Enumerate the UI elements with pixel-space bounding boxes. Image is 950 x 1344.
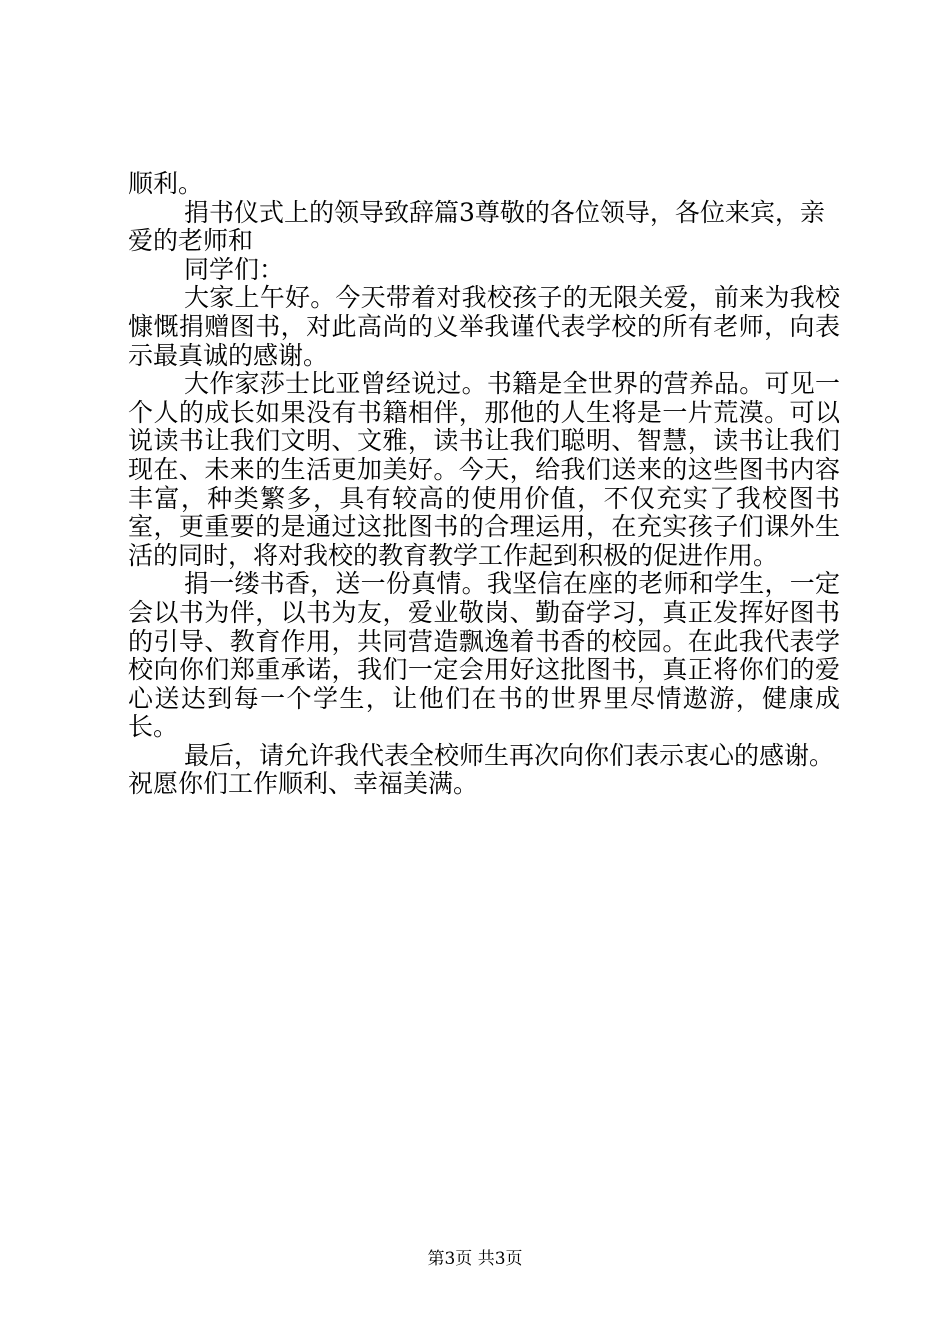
paragraph-continuation: 顺利。	[128, 169, 204, 198]
page-footer: 第3页 共3页	[427, 1249, 523, 1269]
paragraph-shakespeare: 大作家莎士比亚曾经说过。书籍是全世界的营养品。可见一个人的成长如果没有书籍相伴，那他的人生将是一片荒漠。可以说读书让我们文明、文雅，读书让我们聪明、智慧，读书让我们现在、未来的生活更加美好。今天，给我们送来的这些图书内容丰富，种类繁多，具有较高的使用价值，不仅充实了我校图书室，更重要的是通过这批图书的合理运用，在充实孩子们课外生活的同时，将对我校的教育教学工作起到积极的促进作用。	[128, 369, 840, 570]
paragraph-salutation: 同学们：	[184, 254, 285, 284]
paragraph-title-line: 捐书仪式上的领导致辞篇3尊敬的各位领导，各位来宾，亲爱的老师和	[128, 197, 825, 256]
paragraph-pledge: 捐一缕书香，送一份真情。我坚信在座的老师和学生，一定会以书为伴，以书为友，爱业敬岗、勤奋学习，真正发挥好图书的引导、教育作用，共同营造飘逸着书香的校园。在此我代表学校向你们郑重承诺，我们一定会用好这批图书，真正将你们的爱心送达到每一个学生，让他们在书的世界里尽情遨游，健康成长。	[128, 569, 840, 742]
paragraph-greeting: 大家上午好。今天带着对我校孩子的无限关爱，前来为我校慷慨捐赠图书，对此高尚的义举我谨代表学校的所有老师，向表示最真诚的感谢。	[128, 283, 840, 370]
paragraph-closing: 最后，请允许我代表全校师生再次向你们表示衷心的感谢。祝愿你们工作顺利、幸福美满。	[128, 740, 835, 799]
document-body	[128, 170, 840, 799]
